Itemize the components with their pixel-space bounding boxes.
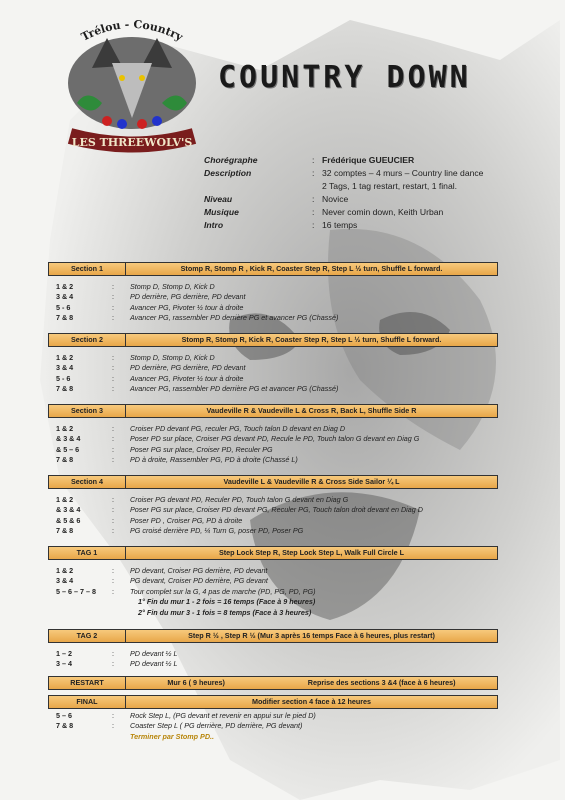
step-colon: : [112,515,114,525]
step-colon: : [112,721,114,731]
step-description: PD derrière, PG derrière, PD devant [130,292,246,302]
info-row [204,167,552,180]
info-colon: : [312,194,315,204]
info-label: Musique [204,207,239,217]
step-row [48,516,498,526]
step-count: 7 & 8 [56,526,74,536]
section-section-1 [48,262,498,324]
step-description: PD devant ½ L [130,659,178,669]
ending-note: Terminer par Stomp PD.. [130,731,215,741]
section-label: Section 2 [49,334,126,346]
info-row [204,193,552,206]
step-description: Avancer PG, Pivoter ½ tour à droite [130,302,244,312]
logo-top-text: Trélou - Country [79,17,185,44]
step-description: Stomp D, Stomp D, Kick D [130,353,215,362]
step-count: 5 - 6 [56,373,71,383]
step-row [48,711,498,721]
dance-info [204,154,552,232]
step-row [48,566,498,576]
step-colon: : [112,649,114,658]
step-description: Avancer PG, Pivoter ½ tour à droite [130,373,244,383]
step-count: 1 & 2 [56,353,74,362]
info-value: 2 Tags, 1 tag restart, restart, 1 final. [322,181,458,191]
step-description: PD devant, Croiser PG derrière, PD devant [130,566,268,575]
section-header-bar [48,629,498,643]
section-header-bar [48,404,498,418]
step-count: 7 & 8 [56,313,74,323]
step-count: & 3 & 4 [56,505,81,515]
section-section-2 [48,333,498,395]
info-row [204,206,552,219]
step-colon: : [112,495,114,504]
step-description: PG devant, Croiser PD derrière, PG devant [130,576,268,586]
step-row [48,659,498,669]
step-description: Rock Step L, (PG devant et revenir en appui sur le pied D) [130,711,316,720]
step-colon: : [112,586,114,596]
info-value: Novice [322,194,349,204]
step-row [48,505,498,515]
step-colon: : [112,711,114,720]
info-value: Never comin down, Keith Urban [322,207,444,217]
step-row [48,353,498,363]
step-colon: : [112,566,114,575]
step-colon: : [112,373,114,383]
step-colon: : [112,455,114,465]
step-row [48,649,498,659]
info-label: Chorégraphe [204,155,258,165]
step-list [48,424,498,466]
step-count: 5 – 6 [56,711,72,720]
step-count: 1 & 2 [56,424,74,433]
section-tag-2 [48,629,498,670]
step-count: 5 - 6 [56,302,71,312]
step-colon [112,608,130,618]
step-count: 7 & 8 [56,721,74,731]
step-colon: : [112,505,114,515]
section-title: Vaudeville R & Vaudeville L & Cross R, Back L, Shuffle Side R [206,406,417,415]
step-colon [112,597,130,607]
section-section-3 [48,404,498,466]
section-header-bar [48,695,498,709]
step-description: Poser PG sur place, Croiser PD, Reculer PG [130,444,273,454]
step-colon: : [112,353,114,362]
section-header-bar [48,333,498,347]
step-row [48,721,498,731]
step-row [48,445,498,455]
step-count: 5 – 6 – 7 – 8 [56,586,96,596]
info-value: Frédérique GUEUCIER [322,155,415,165]
info-row [204,219,552,232]
step-list [48,566,498,618]
step-row [48,597,498,607]
logo-bottom-text: LES THREEWOLV'S [71,136,193,149]
step-list [48,282,498,324]
step-colon: : [112,292,114,302]
step-row [48,424,498,434]
step-colon: : [112,434,114,444]
step-description: PD derrière, PG derrière, PD devant [130,363,246,373]
step-colon: : [112,302,114,312]
section-label: TAG 2 [49,630,126,642]
step-colon: : [112,526,114,536]
step-colon: : [112,363,114,373]
step-count [48,732,112,742]
info-label: Niveau [204,194,233,204]
section-header-bar [48,262,498,276]
section-label: FINAL [49,696,126,708]
info-label [204,180,312,193]
step-count: 3 & 4 [56,576,74,586]
step-count: 7 & 8 [56,384,74,394]
step-colon: : [112,444,114,454]
info-colon [312,180,322,193]
step-list [48,649,498,670]
info-label: Description [204,168,252,178]
step-row [48,374,498,384]
info-value: 32 comptes – 4 murs – Country line dance [322,168,484,178]
step-colon: : [112,384,114,394]
step-row [48,587,498,597]
step-description: Poser PD sur place, Croiser PG devant PD, Recule le PD, Touch talon G devant en Diag G [130,434,420,444]
step-colon: : [112,576,114,586]
step-row [48,434,498,444]
step-description: Avancer PG, rassembler PD derrière PG et avancer PG (Chassé) [130,313,339,323]
step-count: & 3 & 4 [56,434,81,444]
section-title: Vaudeville L & Vaudeville R & Cross Side Sailor ¼ L [223,477,400,486]
step-row [48,303,498,313]
step-description: PD à droite, Rassembler PG, PD à droite (Chassé L) [130,455,298,465]
section-label: Section 4 [49,476,126,488]
step-description: Coaster Step L ( PG derrière, PD derrière, PG devant) [130,721,303,731]
threewolvs-logo [52,8,212,158]
section-header-bar [48,475,498,489]
section-title: Stomp R, Stomp R, Kick R, Coaster Step R, Step L ½ turn, Shuffle L forward. [181,335,442,344]
section-label: RESTART [49,677,126,689]
step-count: 1 – 2 [56,649,72,658]
step-colon: : [112,659,114,669]
section-header-bar [48,546,498,560]
section-title-left: Mur 6 ( 9 heures) [167,678,225,687]
dance-title: COUNTRY DOWN [218,60,471,95]
step-description: Poser PG sur place, Croiser PD devant PG, Reculer PG, Touch talon droit devant en Diag D [130,505,423,515]
section-final [48,695,498,742]
section-title [126,677,497,689]
step-row [48,384,498,394]
info-colon: : [312,168,315,178]
section-label: Section 3 [49,405,126,417]
step-description: PG croisé derrière PD, ¼ Turn G, poser PD, Poser PG [130,526,304,536]
step-colon [112,732,130,742]
step-description: Croiser PD devant PG, reculer PG, Touch talon D devant en Diag D [130,424,346,433]
step-list [48,495,498,537]
step-row [48,608,498,618]
section-tag-1 [48,546,498,618]
step-description: Poser PD , Croiser PG, PD à droite [130,515,243,525]
step-row [48,732,498,742]
section-title: Modifier section 4 face à 12 heures [251,697,372,706]
step-row [48,292,498,302]
step-list [48,353,498,395]
step-count: 7 & 8 [56,455,74,465]
step-row [48,282,498,292]
step-count [48,608,112,618]
section-title: Stomp R, Stomp R , Kick R, Coaster Step R, Step L ½ turn, Shuffle L forward. [180,264,443,273]
section-label: Section 1 [49,263,126,275]
step-description: Tour complet sur la G, 4 pas de marche (PD, PG, PD, PG) [130,586,316,596]
section-header-bar [48,676,498,690]
info-colon: : [312,220,315,230]
step-description: Avancer PG, rassembler PD derrière PG et avancer PG (Chassé) [130,384,339,394]
step-count: 3 & 4 [56,292,74,302]
step-count: 1 & 2 [56,282,74,291]
info-colon: : [312,155,315,165]
step-count: 3 & 4 [56,363,74,373]
section-restart [48,676,498,690]
section-title: Step Lock Step R, Step Lock Step L, Walk Full Circle L [218,548,405,557]
wall-note: 1° Fin du mur 1 - 2 fois = 16 temps (Face à 9 heures) [138,597,316,607]
step-row [48,526,498,536]
step-count: & 5 & 6 [56,515,81,525]
step-description: PD devant ½ L [130,649,178,658]
section-title-right: Reprise des sections 3 &4 (face à 6 heures) [307,678,456,687]
section-title: Step R ½ , Step R ½ (Mur 3 après 16 temps Face à 6 heures, plus restart) [188,631,435,640]
step-count: 1 & 2 [56,495,74,504]
section-label: TAG 1 [49,547,126,559]
step-row [48,576,498,586]
info-label: Intro [204,220,224,230]
wall-note: 2° Fin du mur 3 - 1 fois = 8 temps (Face à 3 heures) [138,607,312,617]
step-colon: : [112,313,114,323]
info-row [204,154,552,167]
info-colon: : [312,207,315,217]
info-row [204,180,552,193]
step-row [48,313,498,323]
step-count: & 5 – 6 [56,444,80,454]
step-row [48,363,498,373]
section-section-4 [48,475,498,537]
step-description: Croiser PG devant PD, Reculer PD, Touch talon G devant en Diag G [130,495,349,504]
step-count [48,597,112,607]
step-count: 1 & 2 [56,566,74,575]
step-list [48,711,498,742]
step-row [48,455,498,465]
step-count: 3 – 4 [56,659,72,669]
step-description: Stomp D, Stomp D, Kick D [130,282,215,291]
step-colon: : [112,424,114,433]
step-colon: : [112,282,114,291]
info-value: 16 temps [322,220,358,230]
step-row [48,495,498,505]
